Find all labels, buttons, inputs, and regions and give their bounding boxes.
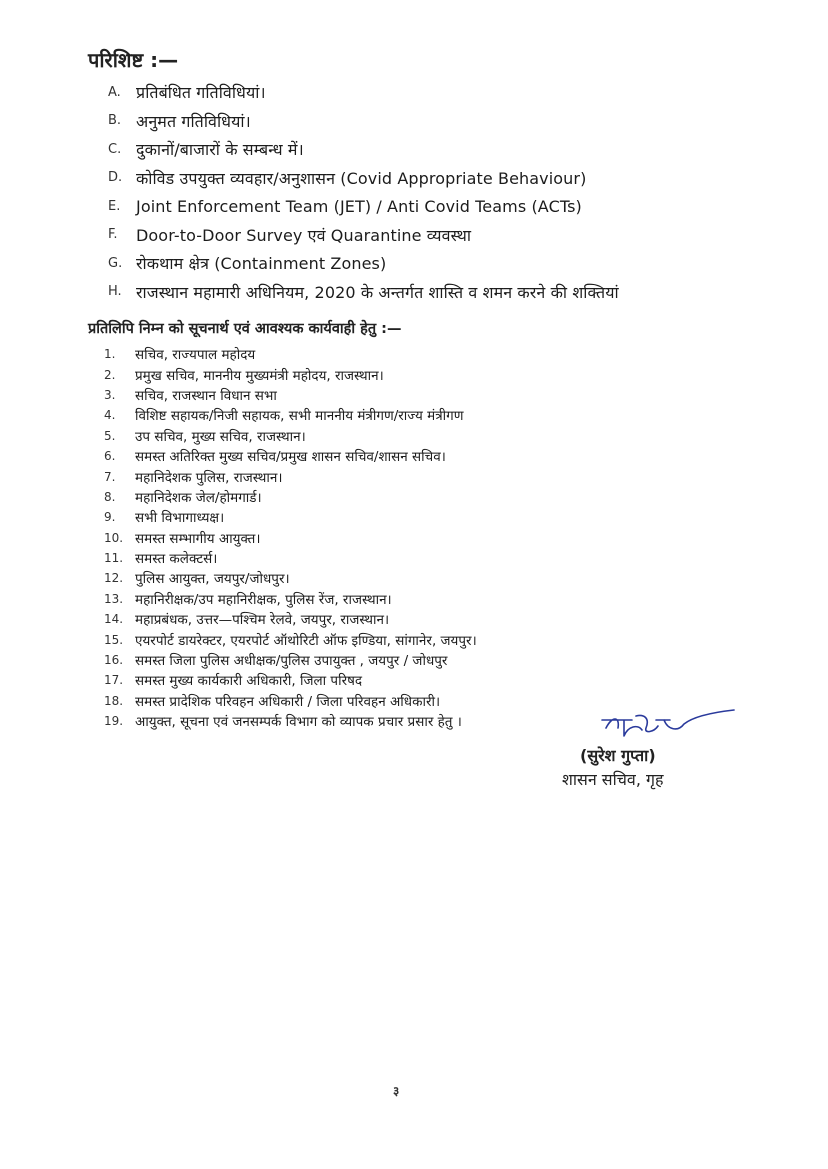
annexure-item bbox=[108, 192, 808, 221]
copy-to-item-number: 7. bbox=[104, 469, 116, 484]
copy-to-item-number: 2. bbox=[104, 367, 116, 382]
annexure-item bbox=[108, 221, 808, 250]
copy-to-item-text: विशिष्ट सहायक/निजी सहायक, सभी माननीय मंत्रीगण/राज्य मंत्रीगण bbox=[135, 408, 464, 425]
annexure-item-mark: D. bbox=[108, 170, 123, 186]
annexure-item bbox=[108, 78, 808, 107]
copy-to-item-number: 17. bbox=[104, 673, 124, 688]
copy-to-item-text: उप सचिव, मुख्य सचिव, राजस्थान। bbox=[135, 428, 306, 445]
copy-to-item bbox=[104, 426, 804, 446]
copy-to-item bbox=[104, 344, 804, 364]
annexure-item-mark: E. bbox=[108, 198, 121, 214]
annexure-item bbox=[108, 278, 808, 307]
copy-to-item bbox=[104, 487, 804, 507]
copy-to-item-text: महानिदेशक जेल/होमगार्ड। bbox=[135, 489, 262, 506]
copy-to-item bbox=[104, 364, 804, 384]
annexure-item-text: Joint Enforcement Team (JET) / Anti Covid Teams (ACTs) bbox=[136, 196, 582, 216]
copy-to-item-text: समस्त अतिरिक्त मुख्य सचिव/प्रमुख शासन सचिव/शासन सचिव। bbox=[135, 449, 446, 466]
copy-to-item-text: समस्त जिला पुलिस अधीक्षक/पुलिस उपायुक्त , जयपुर / जोधपुर bbox=[135, 653, 448, 670]
copy-to-item bbox=[104, 548, 804, 568]
annexure-item-mark: A. bbox=[108, 84, 121, 100]
copy-to-item-text: आयुक्त, सूचना एवं जनसम्पर्क विभाग को व्यापक प्रचार प्रसार हेतु । bbox=[135, 714, 462, 731]
copy-to-item bbox=[104, 528, 804, 548]
copy-to-item-number: 10. bbox=[104, 530, 124, 545]
copy-to-item-number: 12. bbox=[104, 571, 124, 586]
copy-to-item bbox=[104, 589, 804, 609]
copy-to-item bbox=[104, 405, 804, 425]
copy-to-item-number: 11. bbox=[104, 551, 124, 566]
signatory-name: (सुरेश गुप्ता) bbox=[580, 746, 656, 765]
annexure-item-text: दुकानों/बाजारों के सम्बन्ध में। bbox=[136, 140, 304, 160]
annexure-item-text: कोविड उपयुक्त व्यवहार/अनुशासन (Covid Appropriate Behaviour) bbox=[136, 168, 587, 188]
annexure-item-text: Door-to-Door Survey एवं Quarantine व्यवस्था bbox=[136, 225, 472, 245]
annexure-item-text: प्रतिबंधित गतिविधियां। bbox=[136, 83, 266, 103]
copy-to-item-number: 14. bbox=[104, 612, 124, 627]
annexure-item-mark: C. bbox=[108, 141, 122, 157]
annexure-item bbox=[108, 135, 808, 164]
copy-to-item bbox=[104, 629, 804, 649]
copy-to-item bbox=[104, 650, 804, 670]
copy-to-item-text: महाप्रबंधक, उत्तर—पश्चिम रेलवे, जयपुर, राजस्थान। bbox=[135, 612, 390, 629]
annexure-heading: परिशिष्ट :— bbox=[88, 48, 179, 72]
copy-to-item-text: पुलिस आयुक्त, जयपुर/जोधपुर। bbox=[135, 571, 290, 588]
copy-to-item-text: सचिव, राज्यपाल महोदय bbox=[135, 347, 256, 364]
copy-to-heading: प्रतिलिपि निम्न को सूचनार्थ एवं आवश्यक कार्यवाही हेतु :— bbox=[88, 321, 402, 337]
copy-to-item-number: 15. bbox=[104, 632, 124, 647]
copy-to-item-text: एयरपोर्ट डायरेक्टर, एयरपोर्ट ऑथोरिटी ऑफ इण्डिया, सांगानेर, जयपुर। bbox=[135, 632, 477, 649]
annexure-item bbox=[108, 164, 808, 193]
copy-to-item-text: समस्त प्रादेशिक परिवहन अधिकारी / जिला परिवहन अधिकारी। bbox=[135, 693, 441, 710]
annexure-item-text: अनुमत गतिविधियां। bbox=[136, 111, 251, 131]
page-number: ३ bbox=[393, 1084, 400, 1098]
copy-to-item-number: 5. bbox=[104, 428, 116, 443]
annexure-item-mark: F. bbox=[108, 227, 118, 243]
copy-to-item-text: समस्त सम्भागीय आयुक्त। bbox=[135, 530, 261, 547]
copy-to-item-text: प्रमुख सचिव, माननीय मुख्यमंत्री महोदय, राजस्थान। bbox=[135, 367, 384, 384]
annexure-item-text: राजस्थान महामारी अधिनियम, 2020 के अन्तर्गत शास्ति व शमन करने की शक्तियां bbox=[136, 282, 619, 302]
copy-to-item-number: 8. bbox=[104, 489, 116, 504]
copy-to-item-text: महानिरीक्षक/उप महानिरीक्षक, पुलिस रेंज, राजस्थान। bbox=[135, 591, 392, 608]
annexure-item bbox=[108, 107, 808, 136]
annexure-item-mark: B. bbox=[108, 113, 122, 129]
copy-to-item bbox=[104, 446, 804, 466]
copy-to-item-number: 6. bbox=[104, 449, 116, 464]
annexure-item bbox=[108, 249, 808, 278]
copy-to-item bbox=[104, 385, 804, 405]
copy-to-item-number: 1. bbox=[104, 347, 116, 362]
copy-to-item bbox=[104, 568, 804, 588]
copy-to-item bbox=[104, 670, 804, 690]
copy-to-item-text: महानिदेशक पुलिस, राजस्थान। bbox=[135, 469, 283, 486]
annexure-list bbox=[108, 78, 808, 306]
copy-to-item bbox=[104, 507, 804, 527]
copy-to-item-number: 16. bbox=[104, 653, 124, 668]
annexure-item-text: रोकथाम क्षेत्र (Containment Zones) bbox=[136, 254, 387, 274]
copy-to-item-number: 4. bbox=[104, 408, 116, 423]
annexure-item-mark: H. bbox=[108, 284, 122, 300]
copy-to-item-text: सचिव, राजस्थान विधान सभा bbox=[135, 387, 277, 404]
copy-to-item bbox=[104, 466, 804, 486]
annexure-item-mark: G. bbox=[108, 255, 123, 271]
signature-mark bbox=[598, 706, 738, 748]
copy-to-item-text: समस्त कलेक्टर्स। bbox=[135, 551, 218, 568]
copy-to-item-number: 9. bbox=[104, 510, 116, 525]
copy-to-item-number: 13. bbox=[104, 591, 124, 606]
copy-to-item bbox=[104, 609, 804, 629]
signatory-designation: शासन सचिव, गृह bbox=[562, 770, 664, 789]
copy-to-item-number: 3. bbox=[104, 387, 116, 402]
copy-to-item-text: समस्त मुख्य कार्यकारी अधिकारी, जिला परिषद bbox=[135, 673, 363, 690]
copy-to-item-number: 19. bbox=[104, 714, 124, 729]
copy-to-list bbox=[104, 344, 804, 731]
copy-to-item-number: 18. bbox=[104, 693, 124, 708]
copy-to-item-text: सभी विभागाध्यक्ष। bbox=[135, 510, 225, 527]
